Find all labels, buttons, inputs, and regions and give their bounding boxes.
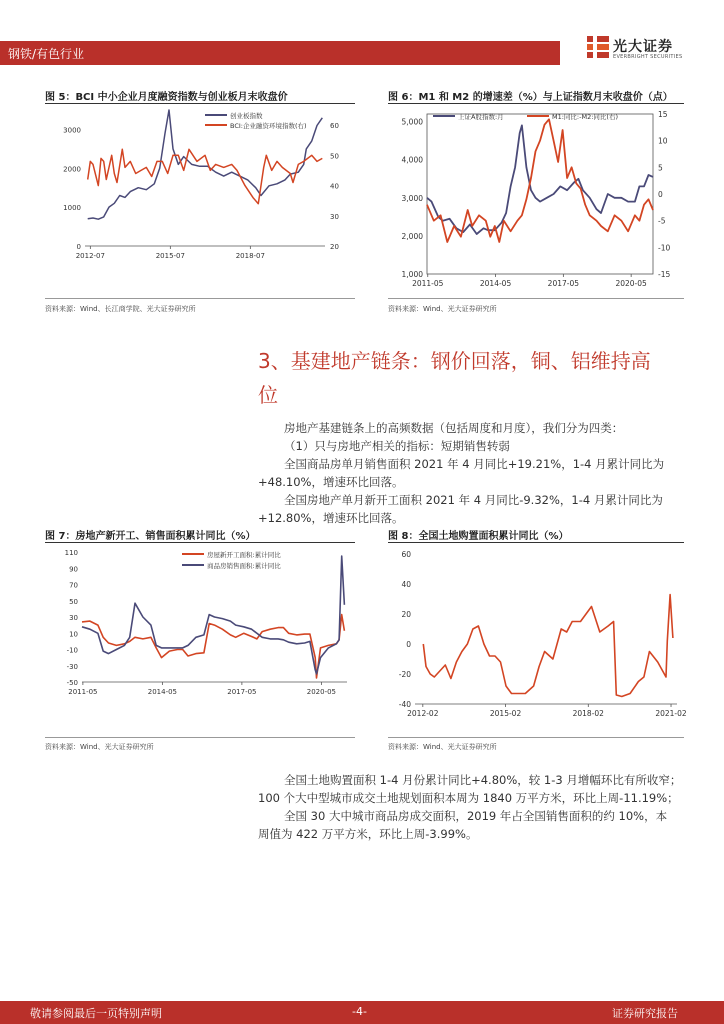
brand-name: 光大证券 [613,39,673,55]
fig5-title: 图 5：BCI 中小企业月度融资指数与创业板月末收盘价 [45,92,288,103]
fig5-legend-label-0: 创业板指数 [230,112,263,120]
fig5-x-tick-label-1: 2015-07 [155,252,185,260]
brand-logo [585,34,705,68]
fig8-source: 资料来源：Wind、光大证券研究所 [388,743,497,751]
fig6-legend-label-0: 上证A股指数:月 [458,113,504,121]
fig7-y-left-tick-5: 50 [69,597,78,606]
fig6-y-left-tick-0: 1,000 [401,270,423,279]
paragraph-starts-line2: +12.80%，增速环比回落。 [258,511,404,525]
footer-bar [0,1001,724,1024]
fig6-x-tick-label-1: 2014-05 [479,279,512,288]
footer-disclaimer: 敬请参阅最后一页特别声明 [30,1007,162,1020]
fig6-series-line-1 [427,119,653,242]
fig6-y-right-tick-4: 5 [658,163,663,173]
fig8-x-tick-label-0: 2012-02 [407,709,439,718]
fig5-source: 资料来源：Wind、长江商学院、光大证券研究所 [45,305,196,313]
fig8-title-rule [388,542,684,543]
fig5-y-right-tick-2: 40 [330,182,339,191]
fig8-y-left-tick-2: 0 [406,640,411,649]
fig7-y-left-tick-3: 10 [69,630,78,639]
fig7-title: 图 7：房地产新开工、销售面积累计同比（%） [45,531,256,542]
fig8-x-tick-label-3: 2021-02 [655,709,687,718]
fig5-source-rule [45,298,355,299]
fig5-y-left-tick-2: 2000 [63,165,81,174]
fig5-y-left-tick-0: 0 [76,243,81,251]
fig8-title: 图 8：全国土地购置面积累计同比（%） [388,531,569,542]
fig7-series-line-1 [82,556,344,674]
footer-page-number: -4- [352,1005,367,1018]
header-bar [0,41,560,65]
paragraph-land-transaction: 100 个大中型城市成交土地规划面积本周为 1840 万平方米，环比上周-11.19%； [258,791,679,805]
fig8-y-left-tick-0: -40 [398,700,411,709]
fig7-y-left-tick-2: -10 [66,646,78,655]
fig6-y-left-tick-2: 3,000 [401,193,423,203]
paragraph-30city-line2: 周值为 422 万平方米，环比上周-3.99%。 [258,827,478,841]
brand-english: EVERBRIGHT SECURITIES [613,54,683,60]
fig5-chart [45,106,360,276]
fig5-x-tick-label-0: 2012-07 [75,252,105,260]
fig7-y-left-tick-4: 30 [69,614,78,622]
fig8-y-left-tick-1: -20 [398,670,411,679]
fig7-x-tick-label-1: 2014-05 [147,688,178,696]
section-heading-line2: 位 [258,383,278,407]
fig6-y-right-tick-2: -5 [658,216,666,226]
section-heading-line1: 3、基建地产链条：钢价回落，铜、铝维持高 [258,349,651,373]
fig8-y-left-tick-5: 60 [401,550,411,559]
fig6-y-right-tick-3: 0 [658,190,663,199]
fig5-y-left-tick-3: 3000 [63,126,81,135]
fig8-source-rule [388,737,684,738]
category-label: 钢铁/有色行业 [8,47,85,61]
fig5-y-left-tick-1: 1000 [63,204,81,213]
paragraph-intro: 房地产基建链条上的高频数据（包括周度和月度），我们分为四类： [284,421,624,435]
fig6-x-tick-label-0: 2011-05 [412,279,444,288]
fig8-x-tick-label-2: 2018-02 [572,709,604,718]
fig5-legend-label-1: BCI:企业融资环境指数(右) [230,122,307,130]
fig8-y-left-tick-3: 20 [401,610,411,619]
fig6-source-rule [388,298,684,299]
fig8-chart [385,544,690,724]
paragraph-30city-line1: 全国 30 大中城市商品房成交面积，2019 年占全国销售面积的约 10%，本 [284,809,668,823]
fig7-legend-label-0: 房屋新开工面积:累计同比 [207,551,281,559]
fig7-y-left-tick-0: -50 [66,679,78,687]
fig6-y-left-tick-4: 5,000 [401,117,423,127]
fig6-title-rule [388,103,684,104]
fig6-y-right-tick-0: -15 [658,270,671,279]
fig7-source-rule [45,737,355,738]
fig5-y-right-tick-0: 20 [330,243,339,251]
fig5-x-tick-label-2: 2018-07 [235,252,265,260]
fig7-x-tick-label-0: 2011-05 [68,688,98,696]
fig7-x-tick-label-2: 2017-05 [227,688,257,696]
fig7-y-left-tick-6: 70 [69,581,78,590]
paragraph-sales-line1: 全国商品房单月销售面积 2021 年 4 月同比+19.21%，1-4 月累计同比为 [284,457,665,471]
fig6-source: 资料来源：Wind、光大证券研究所 [388,305,497,313]
fig6-x-tick-label-3: 2020-05 [615,279,647,288]
fig7-legend-label-1: 商品房销售面积:累计同比 [207,562,281,570]
fig5-title-rule [45,103,355,104]
fig7-y-left-tick-7: 90 [69,565,78,574]
fig5-y-right-tick-4: 60 [330,122,339,131]
fig6-y-right-tick-6: 15 [658,110,668,119]
fig6-title: 图 6：M1 和 M2 的增速差（%）与上证指数月末收盘价（点） [388,92,673,103]
fig8-x-tick-label-1: 2015-02 [489,709,522,718]
fig7-x-tick-label-3: 2020-05 [306,688,337,696]
fig8-series-line-0 [423,595,673,697]
fig7-chart [42,544,362,704]
paragraph-starts-line1: 全国房地产单月新开工面积 2021 年 4 月同比-9.32%，1-4 月累计同比为 [284,493,663,507]
brand-mark-icon [587,36,609,64]
fig7-source: 资料来源：Wind、光大证券研究所 [45,743,154,751]
fig6-y-left-tick-3: 4,000 [401,155,423,165]
fig6-y-left-tick-1: 2,000 [401,231,423,241]
fig6-chart [385,106,690,296]
fig6-x-tick-label-2: 2017-05 [547,279,580,288]
fig6-legend-label-1: M1:同比:-M2:同比(右) [552,113,618,121]
fig7-y-left-tick-1: -30 [66,662,78,671]
paragraph-category-1: （1）只与房地产相关的指标：短期销售转弱 [284,439,510,453]
footer-report-type: 证券研究报告 [612,1007,678,1020]
fig7-title-rule [45,542,355,543]
paragraph-sales-line2: +48.10%，增速环比回落。 [258,475,404,489]
paragraph-land-purchase: 全国土地购置面积 1-4 月份累计同比+4.80%，较 1-3 月增幅环比有所收窄； [284,773,682,787]
fig8-y-left-tick-4: 40 [401,580,411,589]
fig5-y-right-tick-1: 30 [330,212,339,221]
fig7-y-left-tick-8: 110 [64,549,78,557]
fig5-y-right-tick-3: 50 [330,152,339,161]
fig6-y-right-tick-5: 10 [658,136,668,146]
fig6-y-right-tick-1: -10 [658,243,671,253]
section-heading [258,344,651,412]
